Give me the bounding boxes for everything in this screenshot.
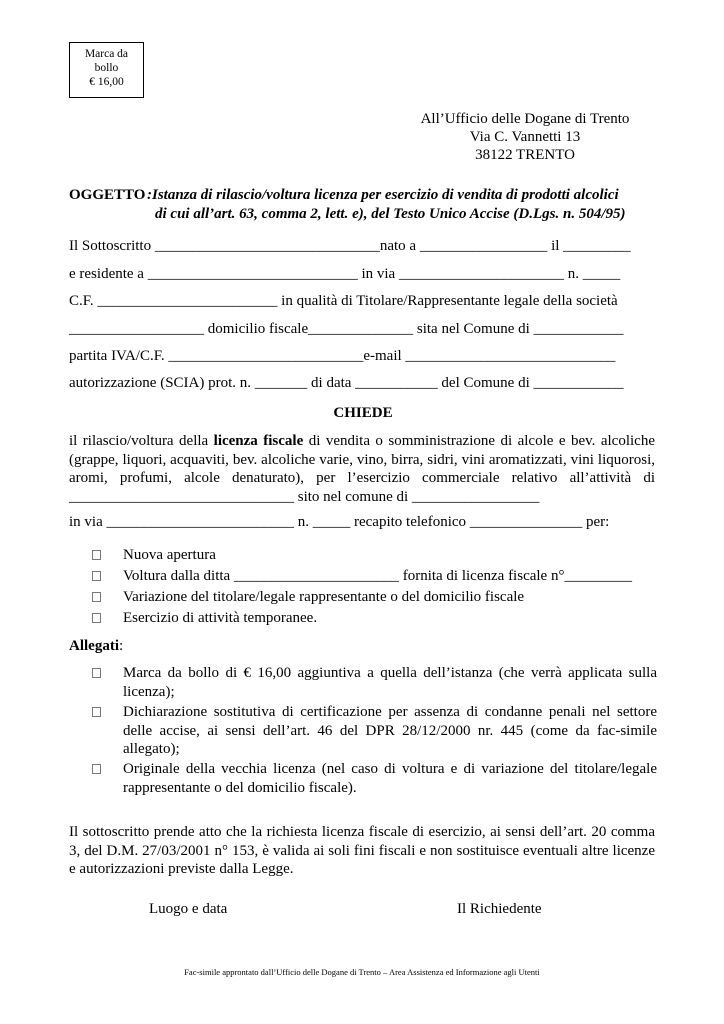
attachment-label: Marca da bollo di € 16,00 aggiuntiva a quella dell’istanza (che verrà applicata sulla licenza);: [123, 665, 657, 700]
checkbox-icon[interactable]: [92, 613, 101, 623]
request-text-bold: licenza fiscale: [213, 433, 304, 449]
attachments-label: Allegati: [69, 638, 119, 654]
checkbox-icon[interactable]: [92, 550, 101, 560]
request-address-line[interactable]: in via _________________________ n. _____ recapito telefonico _______________ per:: [69, 514, 610, 530]
subject-label: OGGETTO: [69, 187, 146, 203]
attachment-old-license[interactable]: [92, 760, 657, 798]
revenue-stamp-box: [69, 42, 144, 98]
form-line-vat-email[interactable]: partita IVA/C.F. __________________________e-mail ____________________________: [69, 348, 616, 364]
checkbox-icon[interactable]: [92, 668, 101, 678]
option-label: Voltura dalla ditta ______________________ fornita di licenza fiscale n°_________: [123, 568, 632, 584]
form-line-residence[interactable]: e residente a ____________________________ in via ______________________ n. _____: [69, 266, 621, 282]
form-line-subscriber[interactable]: Il Sottoscritto ______________________________nato a _________________ il _________: [69, 238, 631, 254]
option-label: Nuova apertura: [123, 547, 216, 563]
option-new-opening[interactable]: [92, 546, 657, 565]
option-transfer[interactable]: [92, 567, 657, 586]
attachments-heading: [69, 637, 123, 656]
attachments-colon: :: [119, 638, 124, 654]
attachment-stamp[interactable]: [92, 664, 657, 702]
option-change-holder[interactable]: [92, 588, 657, 607]
option-label: Esercizio di attività temporanee.: [123, 610, 318, 626]
subject-line-1: :Istanza di rilascio/voltura licenza per esercizio di vendita di prodotti alcolici: [147, 187, 619, 203]
form-line-authorization[interactable]: autorizzazione (SCIA) prot. n. _______ di data ___________ del Comune di ____________: [69, 375, 624, 391]
attachment-declaration[interactable]: [92, 703, 657, 759]
attachment-label: Originale della vecchia licenza (nel caso di voltura e di variazione del titolare/legale rappresentante o del domicilio fiscale).: [123, 761, 657, 796]
acknowledgement-paragraph: Il sottoscritto prende atto che la richiesta licenza fiscale di esercizio, ai sensi dell’art. 20 comma 3, del D.M. 27/03/2001 n° 153, è valida ai soli fini fiscali e non sostituisce eventuali altre licenze e autorizzazioni previste dalla Legge.: [69, 824, 655, 877]
checkbox-icon[interactable]: [92, 764, 101, 774]
checkbox-icon[interactable]: [92, 571, 101, 581]
stamp-line-1: Marca da: [84, 48, 129, 60]
recipient-line-2: Via C. Vannetti 13: [469, 129, 581, 145]
request-title: CHIEDE: [333, 405, 393, 421]
place-date-label: Luogo e data: [149, 901, 228, 917]
recipient-line-3: 38122 TRENTO: [475, 147, 575, 163]
request-text-rest[interactable]: di vendita o somministrazione di alcole e bev. alcoliche (grappe, liquori, acquaviti, bev. alcoliche varie, vino, birra, sidri, vini aromatizzati, vini liquorosi, aromi, profumi, alcole denaturato), per l’esercizio commerciale relativo all’attività di ______________________________ sito nel comune di _________________: [69, 433, 655, 505]
option-label: Variazione del titolare/legale rappresentante o del domicilio fiscale: [123, 589, 525, 605]
stamp-line-2: bollo: [94, 62, 119, 74]
subject-text: [147, 186, 659, 224]
recipient-address: [380, 110, 670, 164]
subject-line-2: di cui all’art. 63, comma 2, lett. e), del Testo Unico Accise (D.Lgs. n. 504/95): [155, 206, 626, 222]
form-line-company[interactable]: __________________ domicilio fiscale______________ sita nel Comune di ____________: [69, 321, 624, 337]
form-line-tax-code[interactable]: C.F. ________________________ in qualità di Titolare/Rappresentante legale della società: [69, 293, 618, 309]
checkbox-icon[interactable]: [92, 592, 101, 602]
footer-note: Fac-simile approntato dall’Ufficio delle Dogane di Trento – Area Assistenza ed Informazione agli Utenti: [184, 967, 540, 977]
request-text-start: il rilascio/voltura della: [69, 433, 214, 449]
stamp-line-3: € 16,00: [89, 76, 124, 88]
option-temporary[interactable]: [92, 609, 657, 628]
request-paragraph: [69, 432, 655, 506]
applicant-label: Il Richiedente: [457, 901, 542, 917]
recipient-line-1: All’Ufficio delle Dogane di Trento: [420, 111, 630, 127]
checkbox-icon[interactable]: [92, 707, 101, 717]
attachment-label: Dichiarazione sostitutiva di certificazione per assenza di condanne penali nel settore delle accise, ai sensi dell’art. 46 del DPR 28/12/2000 nr. 445 (come da fac-simile allegato);: [123, 704, 657, 757]
